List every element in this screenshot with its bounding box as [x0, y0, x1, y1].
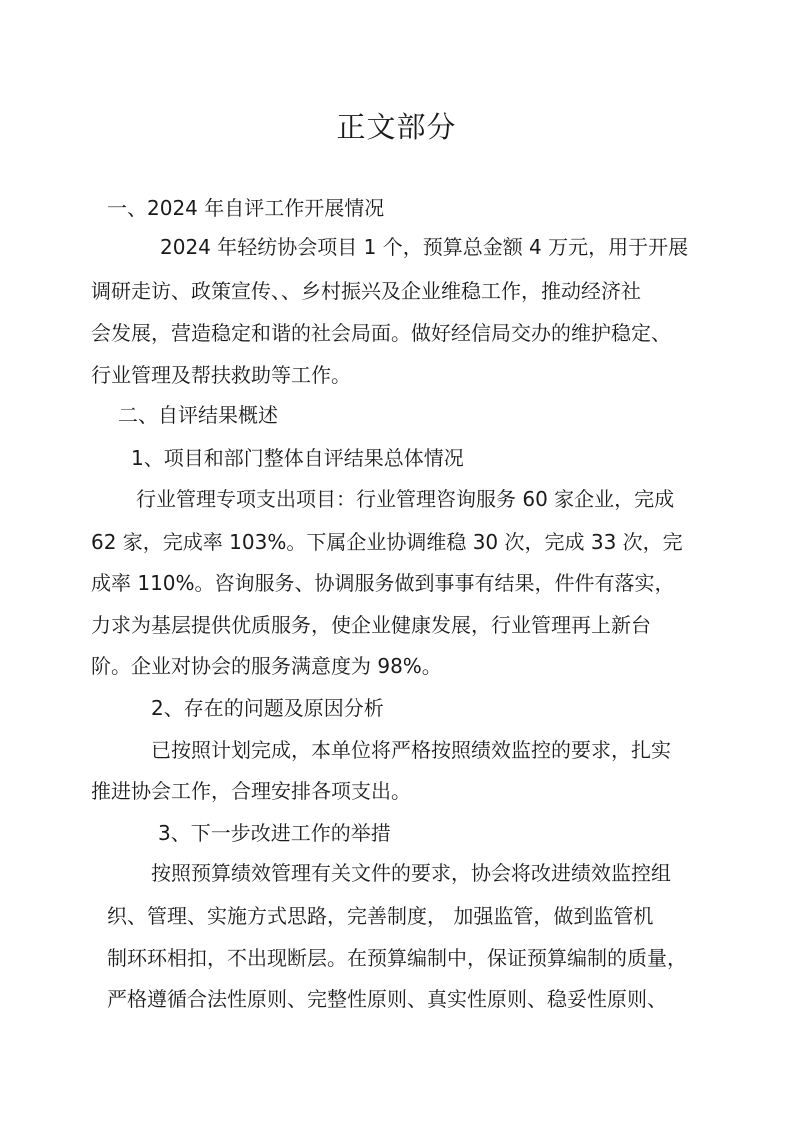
subsection-heading-3: 3、下一步改进工作的举措 — [158, 821, 391, 845]
paragraph-line: 严格遵循合法性原则、完整性原则、真实性原则、稳妥性原则、 — [107, 987, 667, 1011]
page-title: 正文部分 — [336, 110, 457, 144]
paragraph-line: 阶。企业对协会的服务满意度为 98%。 — [91, 654, 442, 678]
paragraph-line: 已按照计划完成，本单位将严格按照绩效监控的要求，扎实 — [151, 738, 671, 762]
paragraph-line: 行业管理及帮扶救助等工作。 — [91, 363, 351, 387]
paragraph-line: 推进协会工作，合理安排各项支出。 — [91, 779, 411, 803]
paragraph-line: 织、管理、实施方式思路，完善制度， 加强监管，做到监管机 — [107, 904, 654, 928]
section-heading-1: 一、2024 年自评工作开展情况 — [107, 196, 385, 220]
paragraph-line: 成率 110%。咨询服务、协调服务做到事事有结果，件件有落实， — [91, 571, 675, 595]
subsection-heading-1: 1、项目和部门整体自评结果总体情况 — [131, 446, 464, 470]
paragraph-line: 62 家，完成率 103%。下属企业协调维稳 30 次，完成 33 次，完 — [91, 530, 683, 554]
paragraph-line: 力求为基层提供优质服务，使企业健康发展，行业管理再上新台 — [91, 613, 651, 637]
section-heading-2: 二、自评结果概述 — [118, 403, 278, 427]
paragraph-line: 会发展，营造稳定和谐的社会局面。做好经信局交办的维护稳定、 — [91, 321, 671, 345]
subsection-heading-2: 2、存在的问题及原因分析 — [151, 696, 384, 720]
paragraph-line: 制环环相扣，不出现断层。在预算编制中，保证预算编制的质量， — [107, 946, 687, 970]
paragraph-line: 2024 年轻纺协会项目 1 个，预算总金额 4 万元，用于开展 — [160, 235, 689, 259]
paragraph-line: 行业管理专项支出项目：行业管理咨询服务 60 家企业，完成 — [136, 487, 675, 511]
paragraph-line: 调研走访、政策宣传、、乡村振兴及企业维稳工作，推动经济社 — [91, 279, 641, 303]
paragraph-line: 按照预算绩效管理有关文件的要求，协会将改进绩效监控组 — [151, 861, 671, 885]
